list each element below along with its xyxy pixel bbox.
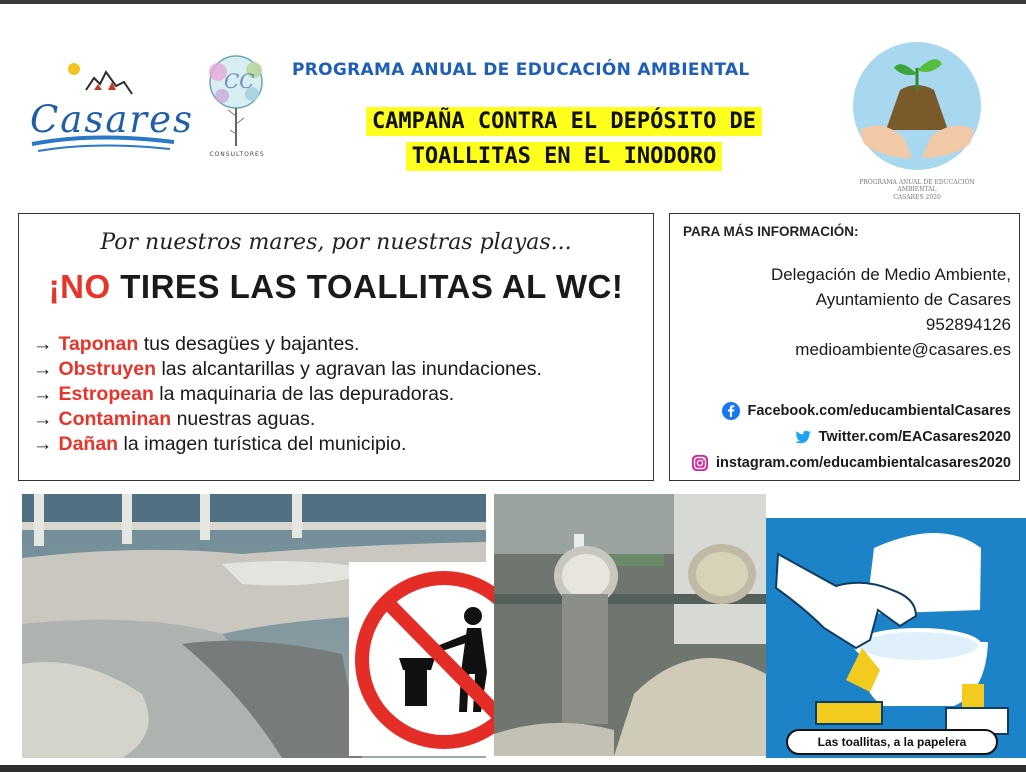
- eco-caption-2: CASARES 2020: [893, 194, 941, 201]
- top-frame: [0, 0, 1026, 4]
- slogan: Por nuestros mares, por nuestras playas...: [100, 230, 572, 255]
- wipes-in-bin-sign: [766, 518, 1026, 758]
- casares-wordmark: Casares: [30, 98, 194, 141]
- svg-text:CC: CC: [224, 69, 255, 93]
- campaign-line-2: TOALLITAS EN EL INODORO: [406, 142, 723, 171]
- bullet-text: las alcantarillas y agravan las inundaciones.: [156, 358, 542, 380]
- headline-exclamation: ¡: [48, 268, 61, 305]
- arrow-icon: →: [33, 333, 53, 355]
- campaign-line-1: CAMPAÑA CONTRA EL DEPÓSITO DE: [366, 107, 762, 136]
- bullet-verb: Contaminan: [58, 408, 172, 430]
- instagram-icon: [691, 454, 709, 472]
- arrow-icon: →: [33, 433, 53, 455]
- bullet-text: nuestras aguas.: [171, 408, 316, 430]
- bottom-frame: [0, 765, 1026, 772]
- headline-no: NO: [60, 268, 111, 305]
- bullet-verb: Obstruyen: [58, 358, 157, 380]
- list-item: [33, 382, 542, 407]
- facebook-link[interactable]: [691, 398, 1011, 424]
- consultores-logo: [198, 50, 276, 165]
- sewer-pipes-photo: [494, 494, 766, 756]
- bullet-text: la maquinaria de las depuradoras.: [153, 383, 455, 405]
- info-title: PARA MÁS INFORMACIÓN:: [683, 224, 859, 239]
- instagram-url: instagram.com/educambientalcasares2020: [716, 455, 1011, 471]
- arrow-icon: →: [33, 358, 53, 380]
- headline-rest: TIRES LAS TOALLITAS AL WC!: [110, 268, 624, 305]
- campaign-message-box: [18, 213, 654, 481]
- bullet-text: tus desagües y bajantes.: [138, 333, 360, 355]
- twitter-icon: [794, 428, 812, 446]
- twitter-link[interactable]: [691, 424, 1011, 450]
- arrow-icon: →: [33, 383, 53, 405]
- consultores-caption: CONSULTORES: [209, 151, 265, 158]
- sign-label: Las toallitas, a la papelera: [786, 729, 998, 755]
- contact-details: [771, 262, 1011, 362]
- bullet-verb: Estropean: [58, 383, 154, 405]
- person-icon: [464, 607, 482, 625]
- casares-logo: [24, 60, 194, 160]
- social-links: [691, 398, 1011, 476]
- arrow-icon: →: [33, 408, 53, 430]
- campaign-title: [296, 104, 832, 174]
- bullet-text: la imagen turística del municipio.: [118, 433, 407, 455]
- list-item: [33, 432, 542, 457]
- consequences-list: [33, 332, 542, 457]
- email-link[interactable]: medioambiente@casares.es: [795, 340, 1011, 359]
- program-title: PROGRAMA ANUAL DE EDUCACIÓN AMBIENTAL: [292, 60, 750, 80]
- list-item: [33, 407, 542, 432]
- environmental-program-logo: [842, 34, 992, 214]
- council-name: Ayuntamiento de Casares: [815, 290, 1011, 309]
- facebook-url: Facebook.com/educambientalCasares: [747, 403, 1011, 419]
- hands-plant-icon: [842, 34, 992, 179]
- contact-info-box: [669, 213, 1020, 481]
- bullet-verb: Dañan: [58, 433, 119, 455]
- list-item: [33, 332, 542, 357]
- department-name: Delegación de Medio Ambiente,: [770, 265, 1011, 284]
- instagram-link[interactable]: [691, 450, 1011, 476]
- phone-number: 952894126: [925, 315, 1011, 334]
- bullet-verb: Taponan: [58, 333, 139, 355]
- twitter-url: Twitter.com/EACasares2020: [818, 429, 1011, 445]
- list-item: [33, 357, 542, 382]
- eco-caption-1: PROGRAMA ANUAL DE EDUCACIÓN AMBIENTAL: [859, 179, 975, 193]
- facebook-icon: [722, 402, 740, 420]
- headline: [19, 268, 653, 306]
- tree-globe-icon: [198, 50, 276, 150]
